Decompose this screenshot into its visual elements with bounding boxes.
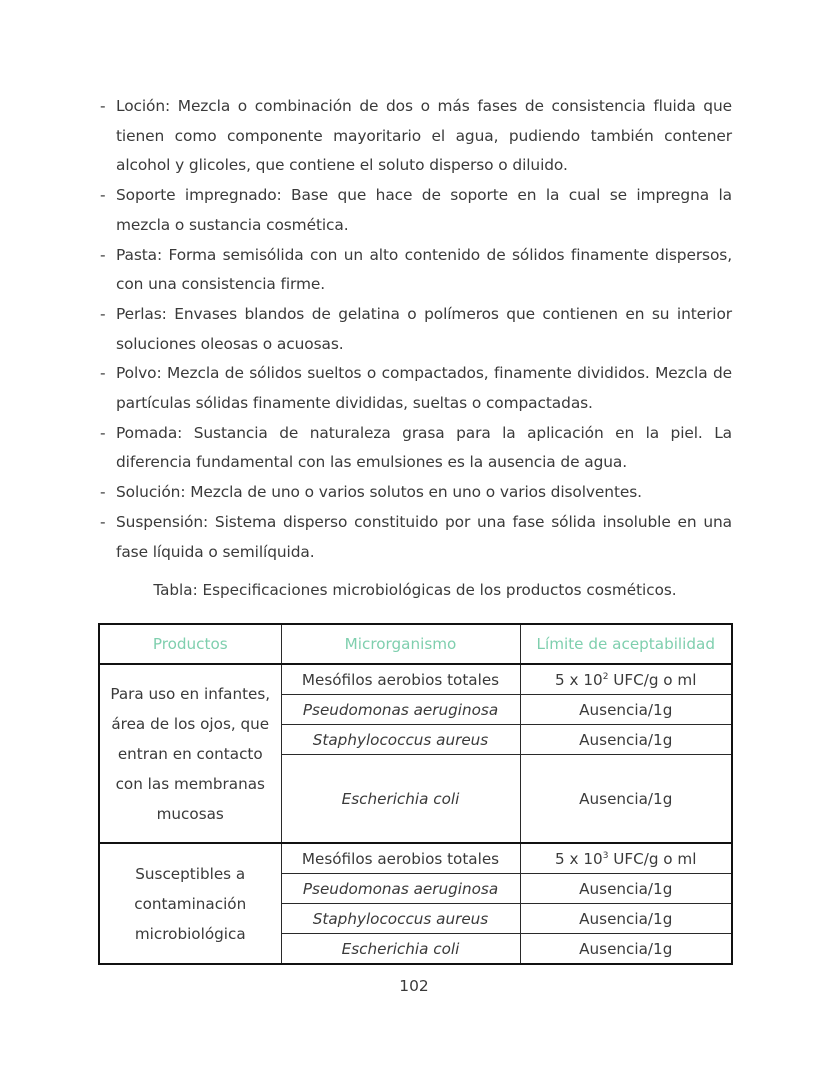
table-row — [99, 664, 732, 695]
organism-cell: Pseudomonas aeruginosa — [281, 695, 520, 725]
definition-item: - Soporte impregnado: Base que hace de soporte en la cual se impregna la mezcla o sustancia cosmética. — [100, 186, 732, 234]
organism-cell: Staphylococcus aureus — [281, 725, 520, 755]
definition-text: Pasta: Forma semisólida con un alto contenido de sólidos finamente dispersos, con una consistencia firme. — [116, 245, 732, 294]
limit-cell: Ausencia/1g — [520, 934, 732, 965]
definition-text: Loción: Mezcla o combinación de dos o más fases de consistencia fluida que tienen como componente mayoritario el agua, pudiendo también contener alcohol y glicoles, que contiene el soluto disperso o diluido. — [116, 97, 732, 175]
definition-item: - Suspensión: Sistema disperso constituido por una fase sólida insoluble en una fase líquida o semilíquida. — [100, 512, 732, 561]
definition-item: - Pasta: Forma semisólida con un alto contenido de sólidos finamente dispersos, con una consistencia firme. — [100, 245, 732, 294]
organism-cell: Mesófilos aerobios totales — [281, 664, 520, 695]
header-products: Productos — [99, 624, 281, 664]
limit-cell: Ausencia/1g — [520, 695, 732, 725]
limit-cell: Ausencia/1g — [520, 874, 732, 904]
page-number: 102 — [399, 977, 429, 995]
organism-cell: Escherichia coli — [281, 755, 520, 844]
definition-text: Suspensión: Sistema disperso constituido por una fase sólida insoluble en una fase líquida o semilíquida. — [116, 512, 732, 561]
definition-text: Perlas: Envases blandos de gelatina o polímeros que contienen en su interior soluciones oleosas o acuosas. — [116, 304, 732, 353]
definition-list — [98, 92, 732, 567]
limit-cell: Ausencia/1g — [520, 904, 732, 934]
table-caption: Tabla: Especificaciones microbiológicas de los productos cosméticos. — [153, 581, 677, 600]
table-header-row — [99, 624, 732, 664]
document-body — [98, 92, 732, 601]
limit-cell: 5 x $10^3$ UFC/g o ml — [520, 843, 732, 874]
definition-item: - Solución: Mezcla de uno o varios solutos en uno o varios disolventes. — [100, 483, 642, 502]
microbiological-spec-table — [98, 623, 733, 965]
definition-text: Polvo: Mezcla de sólidos sueltos o compactados, finamente divididos. Mezcla de partículas sólidas finamente divididas, sueltas o compactadas. — [116, 364, 732, 413]
organism-cell: Escherichia coli — [281, 934, 520, 965]
definition-item: - Perlas: Envases blandos de gelatina o polímeros que contienen en su interior soluciones oleosas o acuosas. — [100, 304, 732, 353]
organism-cell: Pseudomonas aeruginosa — [281, 874, 520, 904]
organism-cell: Mesófilos aerobios totales — [281, 843, 520, 874]
limit-cell: Ausencia/1g — [520, 755, 732, 844]
definition-item: - Loción: Mezcla o combinación de dos o más fases de consistencia fluida que tienen como componente mayoritario el agua, pudiendo también contener alcohol y glicoles, que contiene el soluto disperso o diluido. — [100, 97, 732, 175]
product-cell: Susceptibles a contaminación microbiológica — [99, 843, 281, 964]
table-row — [99, 843, 732, 874]
definition-item: - Pomada: Sustancia de naturaleza grasa para la aplicación en la piel. La diferencia fundamental con las emulsiones es la ausencia de agua. — [100, 423, 732, 472]
organism-cell: Staphylococcus aureus — [281, 904, 520, 934]
limit-cell: Ausencia/1g — [520, 725, 732, 755]
definition-item: - Polvo: Mezcla de sólidos sueltos o compactados, finamente divididos. Mezcla de partículas sólidas finamente divididas, sueltas o compactadas. — [100, 364, 732, 413]
header-limit: Límite de aceptabilidad — [520, 624, 732, 664]
limit-cell: 5 x $10^2$ UFC/g o ml — [520, 664, 732, 695]
definition-text: Solución: Mezcla de uno o varios solutos en uno o varios disolventes. — [116, 483, 642, 502]
header-microorganism: Microrganismo — [281, 624, 520, 664]
definition-text: Soporte impregnado: Base que hace de soporte en la cual se impregna la mezcla o sustancia cosmética. — [116, 186, 732, 234]
product-cell: Para uso en infantes, área de los ojos, que entran en contacto con las membranas mucosas — [99, 664, 281, 843]
definition-text: Pomada: Sustancia de naturaleza grasa para la aplicación en la piel. La diferencia fundamental con las emulsiones es la ausencia de agua. — [116, 423, 732, 472]
